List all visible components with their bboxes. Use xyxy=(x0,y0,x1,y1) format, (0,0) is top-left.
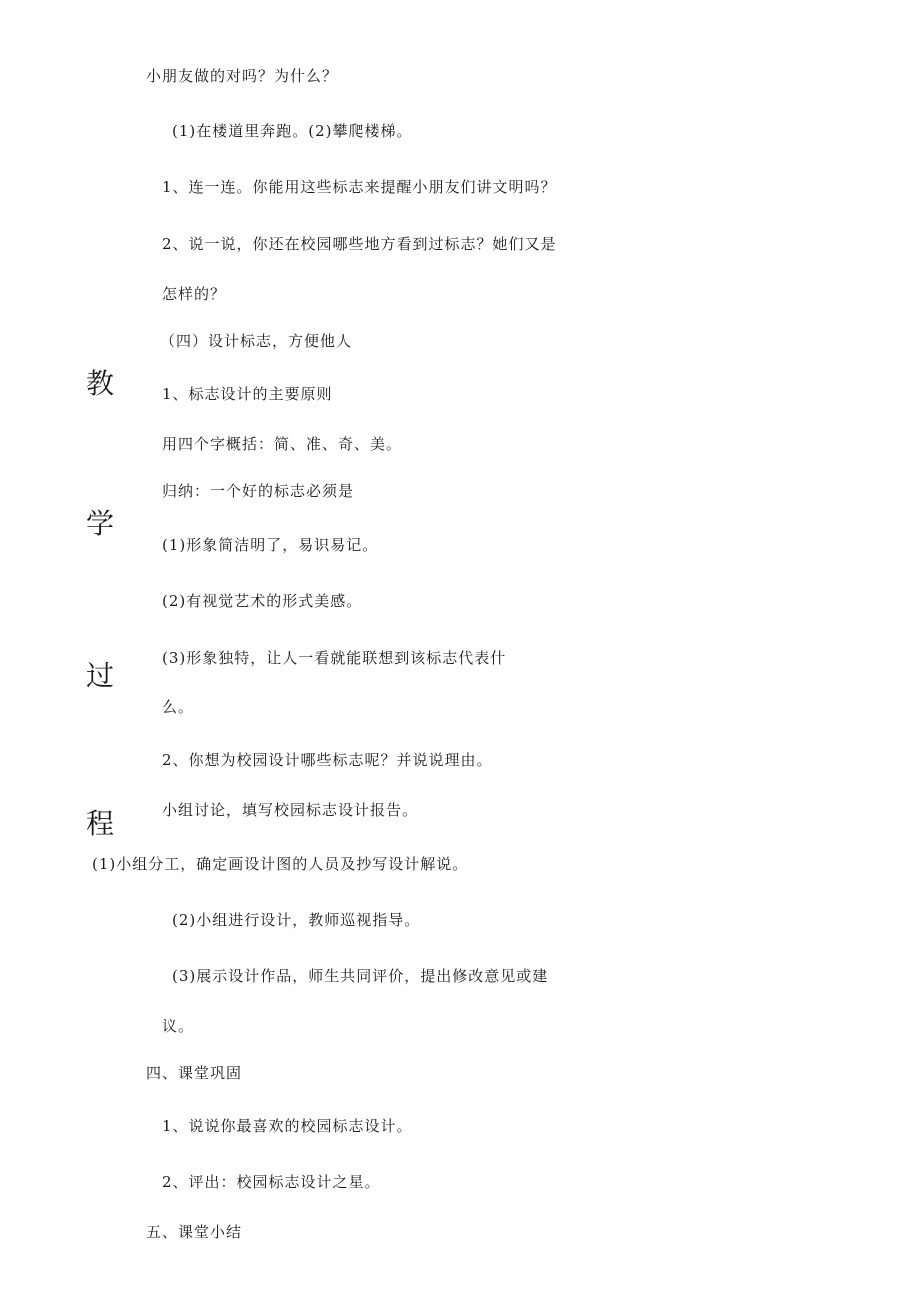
text-line: 1、标志设计的主要原则 xyxy=(162,385,333,403)
section-heading: 五、课堂小结 xyxy=(146,1223,243,1241)
side-heading-char: 程 xyxy=(86,807,115,840)
text-line: (1)在楼道里奔跑。(2)攀爬楼梯。 xyxy=(172,122,413,140)
text-line: (3)展示设计作品，师生共同评价，提出修改意见或建 xyxy=(172,967,549,985)
text-line: (2)小组进行设计，教师巡视指导。 xyxy=(172,911,421,929)
text-line: 议。 xyxy=(162,1017,195,1035)
side-heading-char: 教 xyxy=(86,367,115,400)
side-heading-char: 过 xyxy=(86,659,115,692)
text-line: (1)小组分工，确定画设计图的人员及抄写设计解说。 xyxy=(92,855,469,873)
text-line: 小组讨论，填写校园标志设计报告。 xyxy=(162,801,419,819)
text-line: (1)形象简洁明了，易识易记。 xyxy=(162,536,379,554)
section-heading: （四）设计标志，方便他人 xyxy=(160,332,353,350)
text-line: 2、说一说，你还在校园哪些地方看到过标志？她们又是 xyxy=(162,235,557,253)
text-line: 2、评出：校园标志设计之星。 xyxy=(162,1173,381,1191)
text-line: 怎样的？ xyxy=(162,285,227,303)
section-heading: 四、课堂巩固 xyxy=(146,1064,243,1082)
text-line: (2)有视觉艺术的形式美感。 xyxy=(162,592,363,610)
side-heading-char: 学 xyxy=(86,507,115,540)
text-line: 么。 xyxy=(162,698,195,716)
text-line: 2、你想为校园设计哪些标志呢？并说说理由。 xyxy=(162,751,493,769)
text-line: 1、说说你最喜欢的校园标志设计。 xyxy=(162,1117,413,1135)
text-line: 归纳：一个好的标志必须是 xyxy=(162,482,355,500)
text-line: 用四个字概括：简、准、奇、美。 xyxy=(162,435,403,453)
text-line: (3)形象独特，让人一看就能联想到该标志代表什 xyxy=(162,649,507,667)
text-line: 小朋友做的对吗？为什么？ xyxy=(146,67,339,85)
text-line: 1、连一连。你能用这些标志来提醒小朋友们讲文明吗？ xyxy=(162,178,557,196)
